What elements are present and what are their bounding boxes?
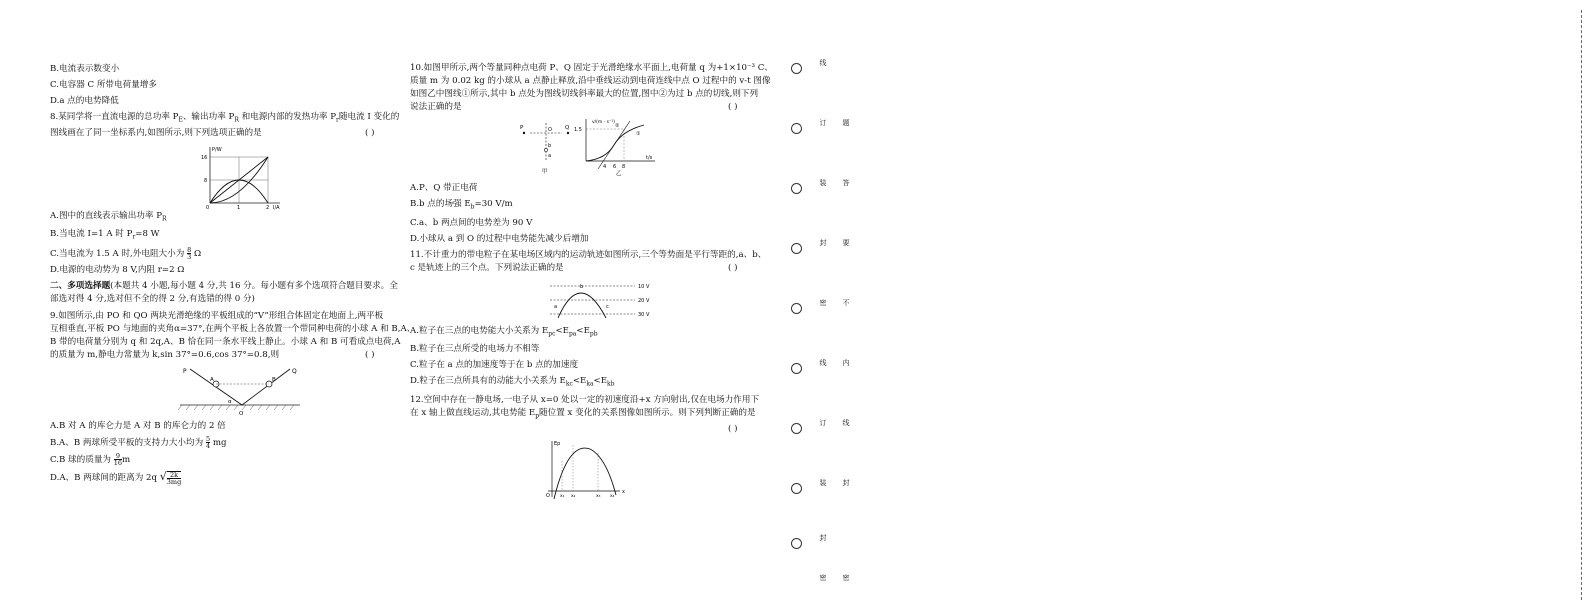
q11-trajectory-figure	[410, 278, 770, 322]
binding-mark: 装	[819, 179, 827, 186]
q10-stem-line2: 质量 m 为 0.02 kg 的小球从 a 点静止释放,沿中垂线运动到电荷连线中点 O 过程中的 v-t 图像	[410, 76, 771, 86]
q10-tangent-line	[598, 121, 630, 169]
q9-plate-qo	[242, 369, 290, 405]
q11-stem-line2: c 是轨迹上的三个点。下列说法正确的是 ( )	[410, 262, 738, 273]
q12-origin: O	[546, 492, 550, 499]
q8-stem-line1: 8.某同学将一直流电源的总功率 $P_E$、输出功率 $P_R$ 和电源内部的发热功率 $P_r$随电流 I 变化的	[50, 112, 400, 124]
q8-power-graph	[50, 143, 395, 211]
q10-figures	[410, 117, 770, 179]
q11-option-d: D.粒子在三点所具有的动能大小关系为 $E_{kc}<E_{ka}<E_{kb}$	[410, 376, 615, 389]
q8-option-a: A.图中的直线表示输出功率 $P_R$	[50, 210, 167, 223]
binding-cell	[775, 235, 860, 265]
binding-note: 答	[842, 179, 850, 186]
q9-label-alpha: α	[228, 399, 232, 406]
q11-label-a: a	[554, 303, 558, 310]
q8-option-d: D.电源的电动势为 8 V,内阻 r=2 Ω	[50, 265, 185, 276]
binding-cell	[775, 55, 860, 85]
q10-label-a: a	[548, 153, 552, 159]
q9-option-d: D.A、B 两球间的距离为 2q √ $\frac{2k}{3mg}$	[50, 470, 182, 486]
q9-d-radicand: $\frac{2k}{3mg}$	[166, 470, 182, 486]
q9-option-a: A.B 对 A 的库仑力是 A 对 B 的库仑力的 2 倍	[50, 421, 226, 432]
q8-tick-8: 8	[204, 177, 208, 184]
q12-ep-x-graph	[410, 439, 770, 503]
binding-mark: 订	[819, 119, 827, 126]
q12-tick-x1: x₁	[560, 493, 565, 499]
q10-label-curve: ①	[636, 131, 641, 137]
binding-hole-circle	[791, 183, 802, 194]
q10-figure-jia	[520, 123, 570, 175]
q9-c-fraction: $\frac{9}{16}$	[113, 452, 123, 468]
q10-charge-q	[567, 132, 569, 134]
q7-option-c: C.电容器 C 所带电荷量增多	[50, 80, 157, 90]
q9-answer-bracket: ( )	[365, 350, 375, 361]
q10-tick-v: 1.5	[574, 127, 582, 133]
q10-option-c: C.a、b 两点间的电势差为 90 V	[410, 217, 533, 228]
binding-mark: 线	[819, 359, 827, 366]
q10-option-a: A.P、Q 带正电荷	[410, 183, 478, 193]
q10-charge-p	[523, 132, 525, 134]
left-column	[50, 62, 416, 488]
q11-label-10v: 10 V	[638, 283, 650, 290]
q10-label-b: b	[548, 143, 552, 149]
q11-option-c: C.粒子在 a 点的加速度等于在 b 点的加速度	[410, 360, 579, 371]
q9-stem-line4: 的质量为 m,静电力常量为 k,sin 37°=0.6,cos 37°=0.8,则 ( )	[50, 350, 375, 361]
q9-label-q: Q	[292, 368, 297, 376]
q9-label-o: O	[239, 411, 244, 418]
q10-tick-4: 4	[603, 164, 607, 170]
binding-hole-circle	[791, 423, 802, 434]
binding-cell	[775, 530, 860, 560]
binding-note: 不	[842, 299, 850, 306]
binding-note: 线	[842, 419, 850, 426]
q10-tick-8: 8	[622, 164, 626, 170]
q10-caption-yi: 乙	[616, 171, 622, 177]
q12-tick-x4: x₄	[610, 493, 615, 499]
q8-origin: 0	[206, 204, 210, 211]
q8-fraction: $\frac{8}{3}$	[187, 246, 192, 262]
binding-mark: 封	[819, 239, 827, 246]
q10-label-o: O	[548, 127, 552, 133]
q12-stem-line2: 在 x 轴上做直线运动,其电势能 $E_p$随位置 x 变化的关系图像如图所示。则下列判断正确的是	[410, 408, 756, 420]
q8-axis-x-label: I/A	[273, 204, 280, 211]
q10-axis-t-label: t/s	[646, 155, 653, 161]
q8-tick-1: 1	[237, 204, 241, 211]
binding-mark: 装	[819, 479, 827, 486]
binding-hole-circle	[791, 123, 802, 134]
q10-option-d: D.小球从 a 到 O 的过程中电势能先减少后增加	[410, 233, 589, 244]
binding-cell	[775, 175, 860, 205]
right-column	[410, 62, 773, 506]
q8-tick-2: 2	[266, 204, 270, 211]
q10-figure-yi	[574, 119, 655, 177]
q12-tick-x2: x₂	[571, 493, 576, 499]
q8-stem-line2: 图线画在了同一坐标系内,如图所示,则下列选项正确的是 ( )	[50, 127, 375, 138]
q12-axis-x-label: x	[622, 488, 625, 495]
q9-label-b: B	[272, 377, 276, 384]
binding-note: 题	[842, 119, 850, 126]
q9-option-b: B.A、B 两球所受平板的支持力大小均为 $\frac{5}{4}$ mg	[50, 435, 227, 451]
binding-mark: 密	[819, 299, 827, 306]
q11-label-20v: 20 V	[638, 297, 650, 304]
binding-note: 要	[842, 239, 850, 246]
section2-header: 二、多项选择题(本题共 4 小题,每小题 4 分,共 16 分。每小题有多个选项符合题目要求。全	[50, 281, 398, 292]
binding-cell	[775, 570, 860, 600]
q8-option-b: B.当电流 I=1 A 时 $P_r=8$ W	[50, 229, 160, 242]
q9-b-fraction: $\frac{5}{4}$	[205, 435, 211, 451]
q12-bracket-line	[410, 423, 770, 436]
binding-cell	[775, 415, 860, 445]
binding-cell	[775, 115, 860, 145]
q8-tick-16: 16	[201, 154, 208, 161]
q12-axis-ep-label: Ep	[554, 440, 561, 447]
q9-option-c: C.B 球的质量为 $\frac{9}{16}$ m	[50, 452, 131, 468]
q11-label-c: c	[606, 303, 609, 310]
q12-answer-bracket: ( )	[728, 423, 738, 434]
q9-label-a: A	[210, 377, 214, 384]
q10-answer-bracket: ( )	[728, 102, 738, 112]
binding-margin	[775, 0, 860, 608]
q11-label-b: b	[580, 283, 584, 290]
q7-option-d: D.a 点的电势降低	[50, 96, 119, 106]
q10-stem-line1: 10.如图甲所示,两个等量同种点电荷 P、Q 固定于光滑绝缘水平面上,电荷量 q 为+1×10⁻³ C、	[410, 63, 773, 73]
q9-stem-line1: 9.如图所示,由 PO 和 QO 两块光滑绝缘的平板组成的“V”形组合体固定在地面上,两平板	[50, 311, 384, 322]
q10-label-tangent: ②	[615, 123, 620, 129]
binding-note: 内	[842, 359, 850, 366]
binding-hole-circle	[791, 243, 802, 254]
q9-stem-line2: 互相垂直,平板 PO 与地面的夹角α=37°,在两个平板上各放置一个带同种电荷的小球 A 和 B,A、	[50, 324, 416, 335]
q10-option-b: B.b 点的场强 $E_b=30$ V/m	[410, 199, 513, 211]
q10-label-q: Q	[565, 125, 570, 131]
q11-option-b: B.粒子在三点所受的电场力不相等	[410, 344, 540, 355]
binding-hole-circle	[791, 483, 802, 494]
q10-stem-line4: 说法正确的是 ( )	[410, 102, 738, 112]
binding-hole-circle	[791, 303, 802, 314]
binding-hole-circle	[791, 538, 802, 549]
binding-hole-circle	[791, 363, 802, 374]
binding-mark: 封	[819, 534, 827, 541]
q12-stem-line1: 12.空间中存在一静电场,一电子从 x=0 处以一定的初速度沿+x 方向射出,仅在电场力作用下	[410, 395, 760, 406]
q11-option-a: A.粒子在三点的电势能大小关系为 $E_{pc}<E_{pa}<E_{pb}$	[410, 325, 598, 338]
q10-tick-6: 6	[613, 164, 617, 170]
q11-label-30v: 30 V	[638, 311, 650, 318]
q9-stem-line3: B 带的电荷量分别为 q 和 2q,A、B 恰在同一条水平线上静止。小球 A 和 B 可看成点电荷,A	[50, 337, 401, 348]
q12-ep-curve	[554, 448, 616, 499]
q10-caption-jia: 甲	[542, 169, 548, 175]
binding-mark: 密	[819, 574, 827, 581]
q11-answer-bracket: ( )	[728, 262, 738, 273]
binding-note: 封	[842, 479, 850, 486]
binding-mark: 线	[819, 59, 827, 66]
q9-v-plates-figure	[50, 365, 395, 417]
radical-sign: √	[159, 470, 167, 484]
q10-stem-line3: 如图乙中图线①所示,其中 b 点处为图线切线斜率最大的位置,图中②为过 b 点的切线,则下列	[410, 89, 759, 99]
q9-label-p: P	[183, 368, 187, 376]
binding-hole-circle	[791, 63, 802, 74]
q10-axis-v-label: v/(m · s⁻¹)	[592, 120, 615, 125]
binding-cell	[775, 295, 860, 325]
q12-tick-x3: x₃	[596, 493, 601, 499]
q10-label-p: P	[520, 125, 524, 131]
q8-option-c: C.当电流为 1.5 A 时,外电阻大小为 $\frac{8}{3}$ Ω	[50, 246, 202, 262]
q7-option-b: B.电流表示数变小	[50, 64, 120, 74]
binding-cell	[775, 475, 860, 505]
binding-mark: 订	[819, 419, 827, 426]
binding-cell	[775, 355, 860, 385]
section2-desc-line2: 部选对得 4 分,选对但不全的得 2 分,有选错的得 0 分)	[50, 294, 255, 305]
q8-answer-bracket: ( )	[365, 127, 375, 138]
q8-axis-y-label: P/W	[212, 146, 222, 153]
q11-stem-line1: 11.不计重力的带电粒子在某电场区域内的运动轨迹如图所示,三个等势面是平行等距的,a、b、	[410, 249, 767, 260]
binding-note: 密	[842, 574, 850, 581]
